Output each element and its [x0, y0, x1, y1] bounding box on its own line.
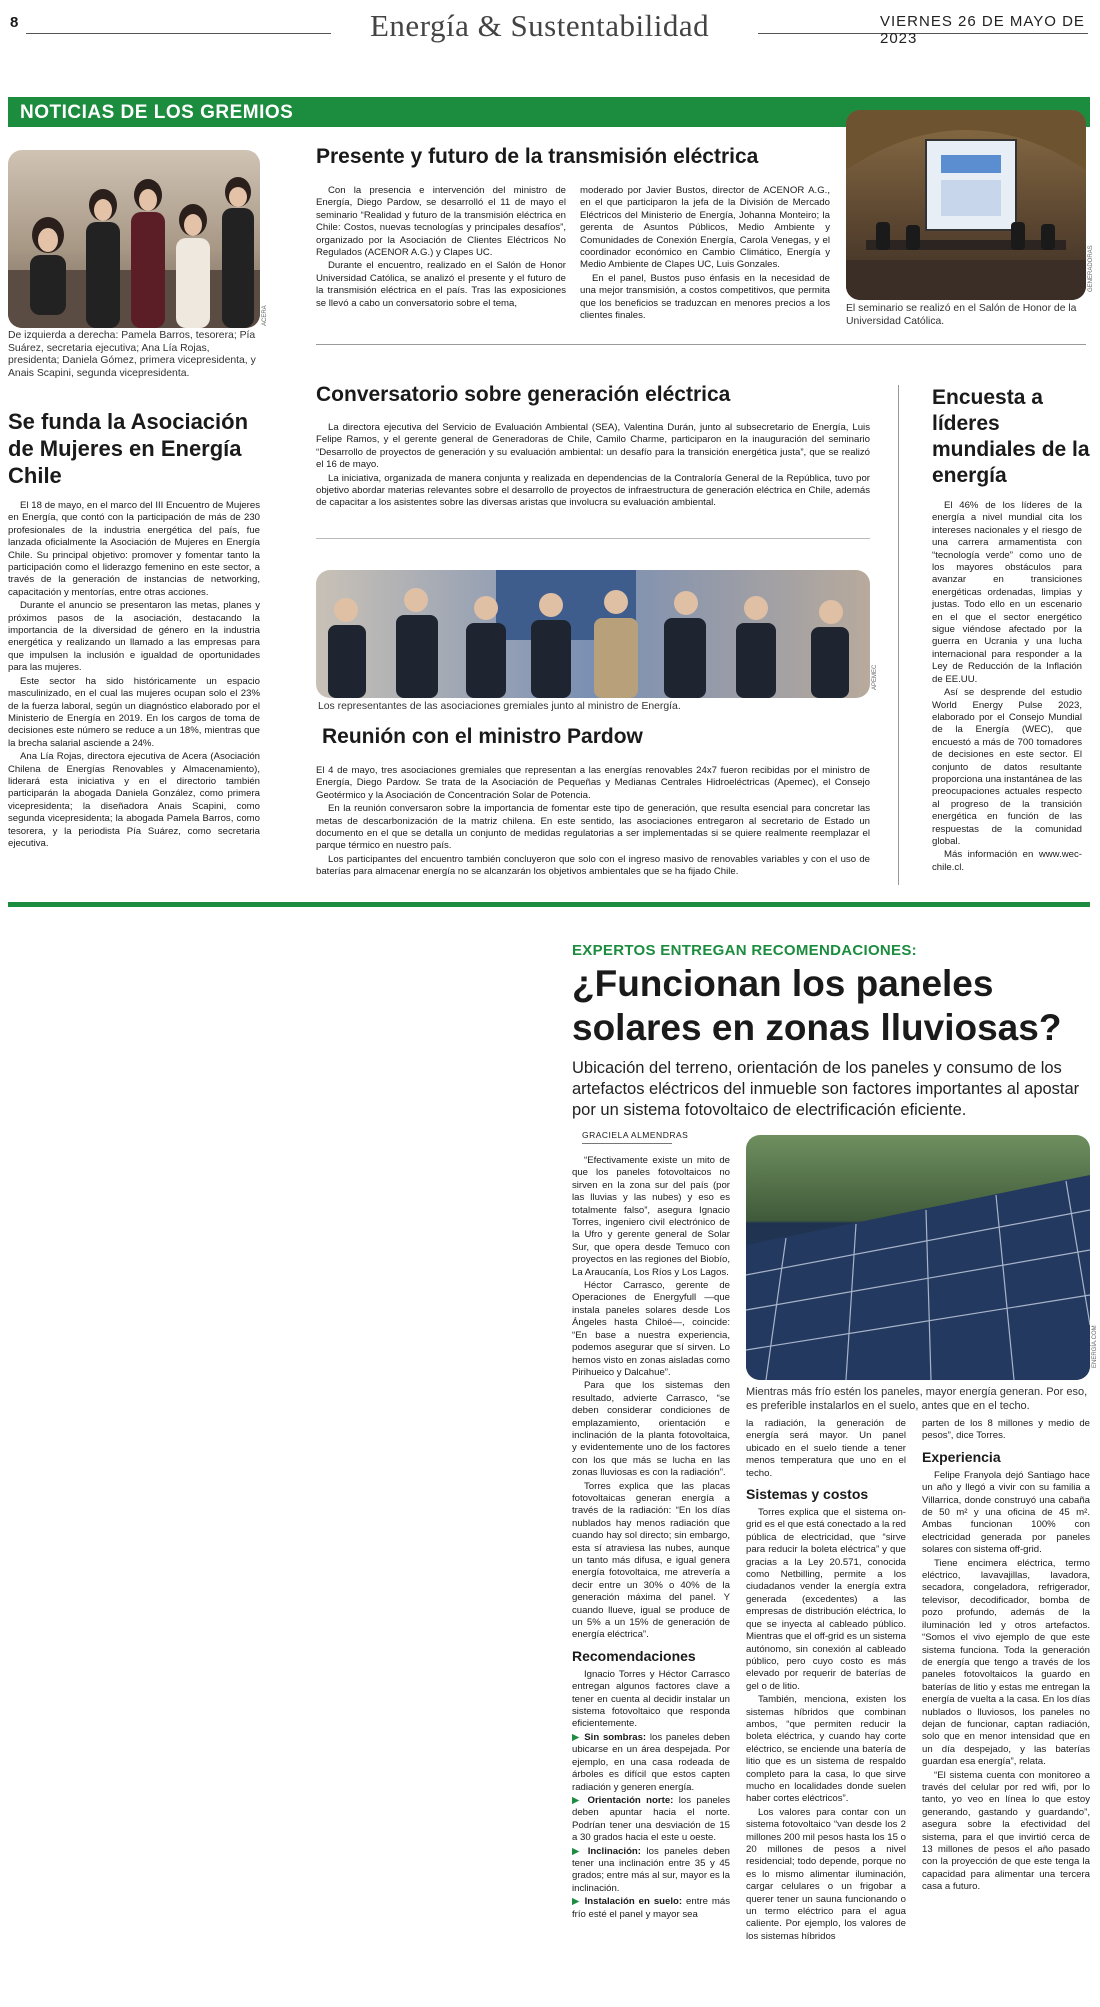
women-photo-credit: ACERA	[262, 305, 268, 326]
paneles-col-2	[746, 1418, 906, 1944]
recomendaciones-title: Recomendaciones	[572, 1647, 696, 1664]
paneles-paragraph: Para que los sistemas den resultado, advierte Carrasco, “se deben considerar condiciones de emplazamiento, orientación e inclinación de la planta fotovoltaica, y evidentemente uno de los factores con los que más se lucha en las zonas lluviosas es con la radiación”.	[572, 1380, 730, 1479]
conversatorio-divider	[316, 538, 870, 539]
paneles-deck: Ubicación del terreno, orientación de los paneles y consumo de los artefactos eléctricos del inmueble son factores importantes al apostar por un sistema fotovoltaico de electrificación eficiente.	[572, 1059, 1080, 1119]
encuesta-title: Encuesta a líderes mundiales de la energía	[932, 386, 1090, 487]
transmission-paragraph: moderado por Javier Bustos, director de ACENOR A.G., en el que participaron la jefa de la División de Mercado Eléctricos del Ministerio de Energía, Johanna Monteiro; la gerenta de Asuntos Públicos, Medio Ambiente y Comunidades de Conexión Energía, Carola Venegas, y el coordinador económico en Cambio Climático, Energía y Medio Ambiente de Clapes UC, Luis Gonzales.	[580, 185, 830, 271]
recommendation-label: Sin sombras:	[584, 1731, 647, 1743]
issue-date: VIERNES 26 DE MAYO DE 2023	[880, 13, 1085, 47]
encuesta-paragraph: Así se desprende del estudio World Energy Pulse 2023, elaborado por el Consejo Mundial de la Energía (WEC), que encuestó a más de 700 tomadores de decisiones en este sector. El conjunto de datos resultante proporciona una instantánea de las preocupaciones actuales respecto al progreso de la transición energética en función de las respuestas de la comunidad global.	[932, 687, 1082, 847]
bullet-arrow-icon: ▶	[572, 1845, 583, 1857]
bullet-arrow-icon: ▶	[572, 1794, 583, 1806]
pardow-photo-credit: APEMEC	[872, 664, 878, 690]
conversatorio-body	[316, 422, 870, 511]
solar-photo-credit: ENERGÍA.COM	[1092, 1325, 1098, 1368]
paneles-paragraph: Héctor Carrasco, gerente de Operaciones de Energyfull —que instala paneles solares desde Los Ángeles hasta Chiloé—, coincide: “En base a nuestra experiencia, podemos asegurar que sí sirven. Lo hemos visto en zonas aisladas como Pirihueico y Dalcahue”.	[572, 1280, 730, 1378]
women-association-photo	[8, 150, 260, 328]
seminar-photo-credit: GENERADORAS	[1088, 245, 1094, 292]
seminar-photo-caption: El seminario se realizó en el Salón de Honor de la Universidad Católica.	[846, 303, 1077, 327]
encuesta-paragraph: El 46% de los líderes de la energía a nivel mundial cita los intereses nacionales y el riesgo de una carrera armamentista con “tecnología verde” como uno de los mayores obstáculos para avanzar en transiciones energéticas ordenadas, limpias y justas. Todo ello en un escenario en el que el sector energético sigue viéndose afectado por la guerra en Ucrania y una lucha internacional para responder a la Ley de Reducción de la Inflación de EE.UU.	[932, 500, 1082, 685]
encuesta-more-label: Más información en	[944, 849, 1034, 861]
conversatorio-paragraph: La directora ejecutiva del Servicio de Evaluación Ambiental (SEA), Valentina Durán, junto al subsecretario de Energía, Luis Felipe Ramos, y el gerente general de Generadoras de Chile, Camilo Charme, participaron en la inauguración del seminario “Desarrollo de proyectos de generación y su evaluación ambiental: un desafío para la transición energética justa”, que se realizó el 16 de mayo.	[316, 422, 870, 471]
transmission-paragraph: En el panel, Bustos puso énfasis en la necesidad de una mejor transmisión, a costos competitivos, que permita que los beneficios se traduzcan en menores precios a los clientes finales.	[580, 272, 830, 322]
pardow-title: Reunión con el ministro Pardow	[322, 725, 643, 748]
pardow-paragraph: Los participantes del encuentro también concluyeron que solo con el ingreso masivo de renovables variables y con el uso de baterías para almacenar energía no se alcanzarán los objetivos ambientales que se ha fijado Chile.	[316, 853, 870, 878]
paneles-paragraph: la radiación, la generación de energía será mayor. Un panel ubicado en el suelo tiende a tener menos temperatura que uno en el techo.	[746, 1418, 906, 1479]
gremios-banner-label: NOTICIAS DE LOS GREMIOS	[20, 102, 294, 123]
pardow-meeting-photo	[316, 570, 870, 698]
paneles-byline: GRACIELA ALMENDRAS	[582, 1130, 689, 1140]
transmission-divider	[316, 344, 1086, 345]
solar-photo-caption: Mientras más frío estén los paneles, mayor energía generan. Por eso, es preferible instalarlos en el suelo, antes que en el techo.	[746, 1386, 1088, 1412]
encuesta-more	[932, 849, 1082, 874]
recommendation-label: Orientación norte:	[587, 1794, 674, 1806]
recommendation-item	[572, 1846, 730, 1896]
women-group-illustration	[8, 150, 260, 328]
pardow-photo-caption: Los representantes de las asociaciones gremiales junto al ministro de Energía.	[318, 701, 681, 712]
paneles-paragraph: parten de los 8 millones y medio de pesos”, dice Torres.	[922, 1418, 1090, 1442]
solar-panels-photo	[746, 1135, 1090, 1380]
paneles-paragraph: Tiene encimera eléctrica, termo eléctrico, lavavajillas, lavadora, secadora, congeladora, refrigerador, televisor, decodificador, bomba de pozo profundo, además de la iluminación led y otros artefactos. “Somos el vivo ejemplo de que este sistema funciona. Toda la generación de energía que tengo a través de los paneles fotovoltaicos la guardo en baterías de litio y estas me entregan la energía de vuelta a la casa. En los días nublados o lluviosos, los paneles no dejan de funcionar, captan radiación, solo que en menor intensidad que en un día despejado, y las baterías guardan esa energía”, relata.	[922, 1557, 1090, 1768]
recommendation-label: Inclinación:	[587, 1845, 641, 1857]
transmission-col-1	[316, 185, 566, 311]
pardow-paragraph: En la reunión conversaron sobre la importancia de fomentar este tipo de generación, que resulta esencial para concretar las metas de descarbonización de la matriz chilena. En este sentido, las asociaciones entregaron al secretario de Estado un documento en el que se detalla un conjunto de medidas regulatorias a ser implementadas si se quiere realmente reemplazar el parque térmico en nuestro país.	[316, 803, 870, 852]
recommendation-text: los paneles deben tener una inclinación entre 35 y 45 grados; entre más al sur, mayor es la inclinación.	[572, 1845, 730, 1894]
experiencia-title: Experiencia	[922, 1448, 1001, 1465]
paneles-paragraph: “El sistema cuenta con monitoreo a través del celular por red wifi, por lo tanto, yo veo en línea lo que estoy generando, gastando y guardando”, asegura sobre la efectividad del sistema, para el que invirtió cerca de 13 millones de pesos el año pasado con la proyección de que este tenga la capacidad para alimentar una tercera casa a futuro.	[922, 1769, 1090, 1893]
header-rule-left	[26, 33, 331, 34]
bullet-arrow-icon: ▶	[572, 1896, 581, 1908]
recommendation-text: los paneles deben apuntar hacia el norte. Podrían tener una desviación de 15 a 30 grados hacia el este u oeste.	[572, 1794, 730, 1844]
wec-link[interactable]: www.wec-chile.cl.	[932, 849, 1083, 873]
sistemas-title: Sistemas y costos	[746, 1486, 869, 1503]
recommendation-label: Instalación en suelo:	[584, 1896, 683, 1908]
paneles-col-1	[572, 1155, 730, 1922]
paneles-paragraph: También, menciona, existen los sistemas híbridos que combinan ambos, “que permiten reducir la boleta eléctrica, y cuando hay corte eléctrico, se enciende una batería de litio que es un sistema de respaldo completo para la casa, lo que sirve mucho en localidades donde suelen haber cortes eléctricos”.	[746, 1694, 906, 1805]
encuesta-divider	[898, 385, 899, 885]
conversatorio-paragraph: La iniciativa, organizada de manera conjunta y realizada en dependencias de la Contraloría General de la República, tuvo por objetivo abordar materias relevantes sobre el desarrollo de proyectos de infraestructura de generación eléctrica en Chile, además de capacitar a los asistentes sobre las diversas aristas que involucra su evaluación ambiental.	[316, 472, 870, 509]
paneles-paragraph: “Efectivamente existe un mito de que los paneles fotovoltaicos no sirven en la zona sur del país (por las lluvias y las nubes) y eso es totalmente falso”, asegura Ignacio Torres, ingeniero civil electrónico de la Ufro y gerente general de Solar Sur, que opera desde Temuco con proyectos en las regiones del Biobío, La Araucanía, Los Ríos y Los Lagos.	[572, 1155, 730, 1278]
seminar-photo	[846, 110, 1086, 300]
section-separator	[8, 902, 1090, 907]
pardow-body	[316, 765, 870, 880]
transmission-paragraph: Durante el encuentro, realizado en el Salón de Honor Universidad Católica, se analizó el presente y el futuro de la transmisión eléctrica en el país. Tras las exposiciones se llevó a cabo un conversatorio sobre el tema,	[316, 260, 566, 309]
transmission-col-2	[580, 185, 830, 323]
recommendation-item	[572, 1732, 730, 1794]
women-paragraph: Ana Lía Rojas, directora ejecutiva de Acera (Asociación Chilena de Energías Renovables y Almacenamiento), liderará esta iniciativa y en el directorio también participarán la abogada Daniela González, como primera vicepresidenta; la diseñadora Anais Scapini, como segunda vicepresidenta; la abogada Pamela Barros, como tesorera, y la periodista Pía Suárez, como secretaria ejecutiva.	[8, 751, 260, 849]
paneles-col-3	[922, 1418, 1090, 1895]
pardow-paragraph: El 4 de mayo, tres asociaciones gremiales que representan a las energías renovables 24x7 fueron recibidas por el ministro de Energía, Diego Pardow. Se trata de la Asociación de Pequeñas y Medianas Centrales Hidroeléctricas (Apemec), el Consejo Geotérmico y la Asociación de Concentración Solar de Potencia.	[316, 765, 870, 801]
women-paragraph: El 18 de mayo, en el marco del III Encuentro de Mujeres en Energía, que contó con la participación de más de 230 profesionales de la industria energética del país, fue lanzada oficialmente la Asociación de Mujeres en Energía Chile. Su principal objetivo: promover y fomentar tanto la participación como el liderazgo femenino en este sector, a través de la generación de instancias de networking, capacitación y mentorías, entre otras acciones.	[8, 500, 260, 598]
women-photo-caption: De izquierda a derecha: Pamela Barros, tesorera; Pía Suárez, secretaria ejecutiva; Ana Lía Rojas, presidenta; Daniela Gómez, primera vicepresidenta, y Anais Scapini, segunda vicepresidenta.	[8, 330, 256, 379]
recommendation-item	[572, 1896, 730, 1921]
women-paragraph: Durante el anuncio se presentaron las metas, planes y próximos pasos de la asociación, destacando la importancia de la diversidad de género en la industria energética y realizando un llamado a las empresas para que impulsen la inclusión e igualdad de oportunidades para las mujeres.	[8, 600, 260, 674]
bullet-arrow-icon: ▶	[572, 1731, 581, 1743]
byline-rule	[582, 1143, 672, 1144]
recommendation-text: entre más frío esté el panel y mayor sea	[572, 1896, 730, 1920]
women-association-title: Se funda la Asociación de Mujeres en Energía Chile	[8, 409, 249, 488]
page-number: 8	[10, 14, 19, 31]
paneles-paragraph: Los valores para contar con un sistema fotovoltaico “van desde los 2 millones 200 mil pesos hasta los 15 o 20 millones de pesos a nivel residencial; todo depende, porque no es lo mismo alimentar iluminación, cargar celulares o un frigobar a querer tener un sauna funcionando o un termo eléctrico para el agua caliente. Por ejemplo, los valores de los sistemas híbridos	[746, 1806, 906, 1942]
conversatorio-title: Conversatorio sobre generación eléctrica	[316, 383, 731, 406]
recommendation-item	[572, 1795, 730, 1845]
transmission-paragraph: Con la presencia e intervención del ministro de Energía, Diego Pardow, se desarrolló el 11 de mayo el seminario “Realidad y futuro de la transmisión eléctrica en Chile: Costos, nuevas tecnologías y principales desafíos”, organizado por la Asociación de Clientes Eléctricos No Regulados (ACENOR A.G.) y Clapes UC.	[316, 185, 566, 259]
recomendaciones-intro: Ignacio Torres y Héctor Carrasco entregan algunos factores clave a tener en cuenta al decidir instalar un sistema fotovoltaico que responda eficientemente.	[572, 1668, 730, 1730]
pardow-group-illustration	[316, 570, 870, 698]
solar-panel-illustration	[746, 1135, 1090, 1380]
women-paragraph: Este sector ha sido históricamente un espacio masculinizado, en el cual las mujeres ocupan solo el 23% de la fuerza laboral, según un diagnóstico elaborado por el Ministerio de Energía en 2019. En los cargos de toma de decisiones este número se reduce a un 18%, mientras que la brecha salarial asciende a 24%.	[8, 675, 260, 749]
section-title: Energía & Sustentabilidad	[370, 8, 710, 43]
transmission-title: Presente y futuro de la transmisión eléctrica	[316, 145, 759, 168]
paneles-headline: ¿Funcionan los paneles solares en zonas lluviosas?	[572, 963, 1062, 1048]
seminar-hall-illustration	[846, 110, 1086, 300]
women-association-body	[8, 500, 260, 851]
encuesta-body	[932, 500, 1082, 875]
paneles-paragraph: Torres explica que el sistema on-grid es el que está conectado a la red pública de electricidad, que “sirve para reducir la boleta eléctrica” y que gracias a la Ley 20.571, conocida como Netbilling, permite a los ciudadanos vender la energía extra generada (excedentes) a las empresas de distribución eléctrica, lo que se inyecta al cableado público. Mientras que el off-grid es un sistema autónomo, sin conexión al cableado público, pero cuyo costo es más elevado por requerir de baterías de gel o de litio.	[746, 1507, 907, 1692]
recommendation-text: los paneles deben ubicarse en un área despejada. Por ejemplo, en una casa rodeada de árboles es difícil que estos capten radiación y generen energía.	[572, 1731, 730, 1793]
paneles-paragraph: Torres explica que las placas fotovoltaicas generan energía a través de la radiación: “En los días nublados hay menos radiación que cuando hay sol directo; sin embargo, esta sí atraviesa las nubes, aunque un tanto más difusa, e igual genera energía fotovoltaica, me atrevería a decir entre un 30% o 40% de la generación máxima del panel. Y cuando llueve, igual se produce de un 5% a un 15% de generación de energía eléctrica”.	[572, 1480, 730, 1641]
paneles-kicker: EXPERTOS ENTREGAN RECOMENDACIONES:	[572, 942, 917, 959]
paneles-paragraph: Felipe Franyola dejó Santiago hace un año y llegó a vivir con su familia a Villarrica, donde construyó una cabaña de 50 m² y una oficina de 45 m². Ambas funcionan 100% con electricidad generada por paneles solares con sistema off-grid.	[922, 1469, 1090, 1556]
